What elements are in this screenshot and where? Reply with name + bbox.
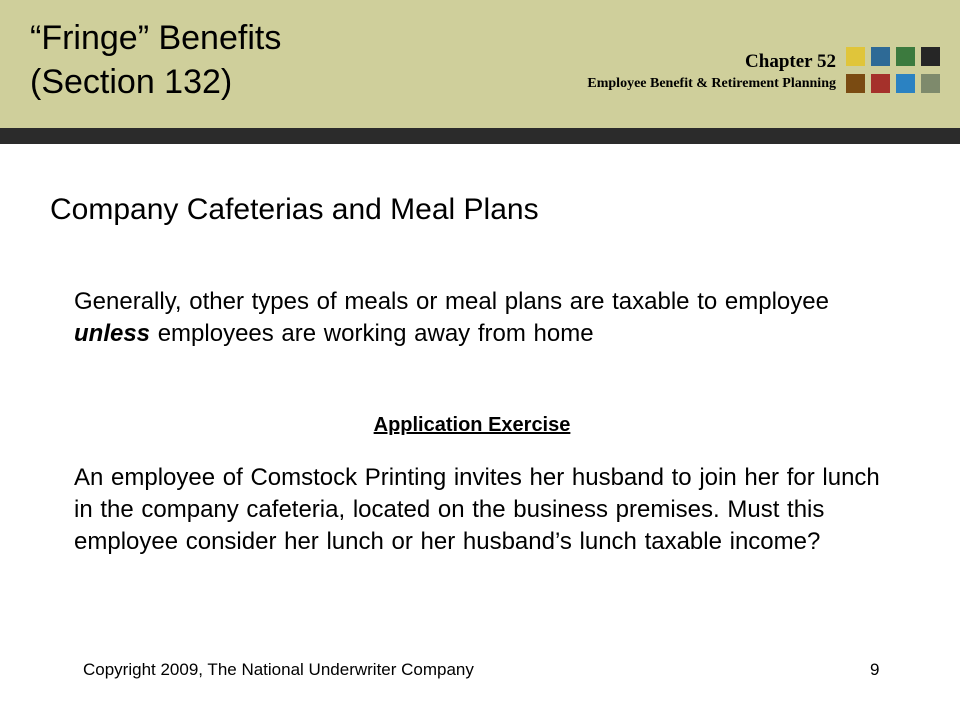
para1-text-b: employees are working away from home <box>150 320 594 347</box>
color-square <box>871 47 890 66</box>
slide-title-line2: (Section 132) <box>30 63 233 101</box>
application-exercise-label: Application Exercise <box>373 414 571 436</box>
chapter-subtitle: Employee Benefit & Retirement Planning <box>587 76 836 91</box>
color-square <box>846 74 865 93</box>
color-square <box>921 47 940 66</box>
section-heading: Company Cafeterias and Meal Plans <box>50 193 539 226</box>
footer-copyright: Copyright 2009, The National Underwriter Company <box>83 660 474 679</box>
page-number: 9 <box>870 660 880 679</box>
header-band <box>0 0 960 128</box>
color-square <box>896 74 915 93</box>
color-square <box>871 74 890 93</box>
slide-title-line1: “Fringe” Benefits <box>30 19 282 57</box>
chapter-number: Chapter 52 <box>745 51 836 72</box>
color-square <box>921 74 940 93</box>
paragraph-exercise: An employee of Comstock Printing invites her husband to join her for lunch in the company cafeteria, located on the business premises. Must this employee consider her lunch or her husband’s lunch taxable income? <box>74 464 880 555</box>
header-divider-bar <box>0 128 960 144</box>
para1-emphasis: unless <box>74 320 151 347</box>
color-square <box>846 47 865 66</box>
paragraph-general <box>74 286 884 350</box>
para1-text-a: Generally, other types of meals or meal plans are taxable to employee <box>74 288 829 315</box>
color-squares-logo <box>846 47 946 97</box>
color-square <box>896 47 915 66</box>
slide-title <box>30 16 470 104</box>
chapter-block <box>587 50 836 94</box>
